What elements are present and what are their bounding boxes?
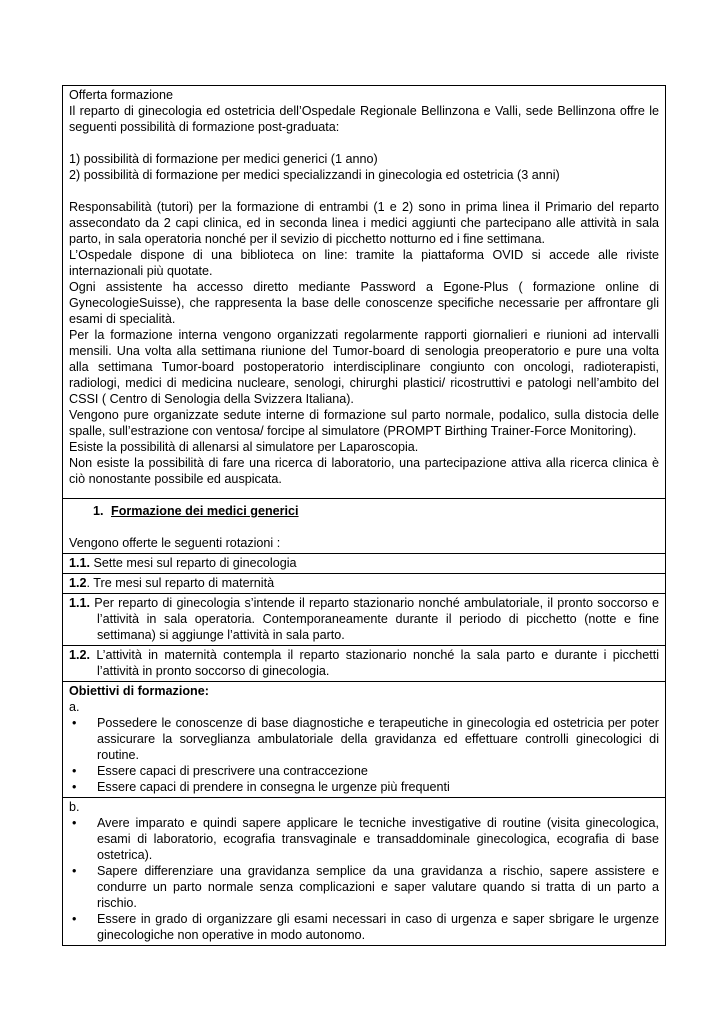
document-page: [62, 85, 666, 946]
document-table: [62, 85, 666, 946]
rotation-number: 1.2: [69, 576, 87, 590]
intro-paragraph: Ogni assistente ha accesso diretto mediante Password a Egone-Plus ( formazione online di GynecologieSuisse), che rappresenta la base delle conoscenze specifiche necessarie per affrontare gli esami di specialità.: [69, 280, 659, 326]
rotation-row: [63, 574, 666, 594]
objective-item: • Avere imparato e quindi sapere applicare le tecniche investigative di routine (visita ginecologica, esami di laboratorio, ecografia transvaginale e transaddominale ginecologica, ecografia di base ostetrica).: [69, 815, 659, 863]
detail-text: Per reparto di ginecologia s’intende il reparto stazionario nonché ambulatoriale, il pronto soccorso e l’attività in sala operatoria. Contemporaneamente durante il periodo di picchetto (notte e fine settimana) si aggiunge l’attività in sala parto.: [90, 596, 659, 642]
objectives-list-b: [69, 815, 659, 943]
objectives-heading: Obiettivi di formazione:: [69, 684, 209, 698]
objectives-b-cell: [63, 798, 666, 946]
rotation-cell: [63, 574, 666, 594]
intro-row: [63, 86, 666, 499]
intro-paragraph: Il reparto di ginecologia ed ostetricia dell’Ospedale Regionale Bellinzona e Valli, sede Bellinzona offre le seguenti possibilità di formazione post-graduata:: [69, 104, 659, 134]
section1-row: [63, 499, 666, 554]
objective-item: • Essere in grado di organizzare gli esami necessari in caso di urgenza e saper sbrigare le urgenze ginecologiche non operative in modo autonomo.: [69, 911, 659, 943]
intro-paragraph: Esiste la possibilità di allenarsi al simulatore per Laparoscopia.: [69, 440, 419, 454]
intro-paragraph: Non esiste la possibilità di fare una ricerca di laboratorio, una partecipazione attiva alla ricerca clinica è ciò nonostante possibile ed auspicata.: [69, 456, 659, 486]
objectives-a-cell: [63, 682, 666, 798]
detail-paragraph: [69, 595, 659, 643]
objective-item: • Essere capaci di prendere in consegna le urgenze più frequenti: [69, 779, 659, 795]
option-item: 1) possibilità di formazione per medici generici (1 anno): [69, 152, 378, 166]
intro-paragraph: Responsabilità (tutori) per la formazione di entrambi (1 e 2) sono in prima linea il Primario del reparto assecondato da 2 capi clinica, ed in seconda linea i medici aggiunti che partecipano alle attività in sala parto, in sala operatoria nonché per il sevizio di picchetto notturno ed i fine settimana.: [69, 200, 659, 246]
rotation-text: . Tre mesi sul reparto di maternità: [86, 576, 275, 590]
detail-cell: [63, 594, 666, 646]
intro-heading: Offerta formazione: [69, 88, 174, 102]
rotation-text: Sette mesi sul reparto di ginecologia: [90, 556, 297, 570]
section-title: [69, 503, 659, 519]
objective-item: • Essere capaci di prescrivere una contraccezione: [69, 763, 659, 779]
detail-row: [63, 646, 666, 682]
objective-item: • Sapere differenziare una gravidanza semplice da una gravidanza a rischio, sapere assistere e condurre un parto normale senza complicazioni e saper valutare quando si tratta di un parto a rischio.: [69, 863, 659, 911]
section-title-text: Formazione dei medici generici: [111, 504, 299, 518]
objectives-list-a: [69, 715, 659, 795]
rotation-cell: [63, 554, 666, 574]
rotations-lead: Vengono offerte le seguenti rotazioni :: [69, 536, 281, 550]
rotation-number: 1.1.: [69, 556, 91, 570]
detail-number: 1.2.: [69, 648, 91, 662]
objectives-b-row: [63, 798, 666, 946]
group-label: b.: [69, 800, 80, 814]
detail-row: [63, 594, 666, 646]
section-number: 1.: [93, 504, 104, 518]
option-item: 2) possibilità di formazione per medici specializzandi in ginecologia ed ostetricia (3 anni): [69, 168, 560, 182]
intro-paragraph: Vengono pure organizzate sedute interne di formazione sul parto normale, podalico, sulla distocia delle spalle, sull’estrazione con ventosa/ forcipe al simulatore (PROMPT Birthing Trainer-Force Monitoring).: [69, 408, 659, 438]
detail-cell: [63, 646, 666, 682]
group-label: a.: [69, 700, 80, 714]
detail-paragraph: [69, 647, 659, 679]
detail-text: L’attività in maternità contempla il reparto stazionario nonché la sala parto e durante i picchetti l’attività in pronto soccorso di ginecologia.: [90, 648, 659, 678]
detail-number: 1.1.: [69, 596, 91, 610]
section1-cell: [63, 499, 666, 554]
intro-paragraph: L’Ospedale dispone di una biblioteca on line: tramite la piattaforma OVID si accede alle riviste internazionali più quotate.: [69, 248, 659, 278]
intro-cell: [63, 86, 666, 499]
objective-item: • Possedere le conoscenze di base diagnostiche e terapeutiche in ginecologia ed ostetricia per poter assicurare la sorveglianza ambulatoriale della gravidanza ed effettuare controlli ginecologici di routine.: [69, 715, 659, 763]
objectives-a-row: [63, 682, 666, 798]
intro-paragraph: Per la formazione interna vengono organizzati regolarmente rapporti giornalieri e riunioni ad intervalli mensili. Una volta alla settimana riunione del Tumor-board di senologia preoperatorio e pure una volta alla settimana Tumor-board postoperatorio interdisciplinare congiunto con oncologi, radioterapisti, radiologi, medici di medicina nucleare, senologi, chirurghi plastici/ ricostruttivi e patologi nell’ambito del CSSI ( Centro di Senologia della Svizzera Italiana).: [69, 328, 659, 406]
rotation-row: [63, 554, 666, 574]
